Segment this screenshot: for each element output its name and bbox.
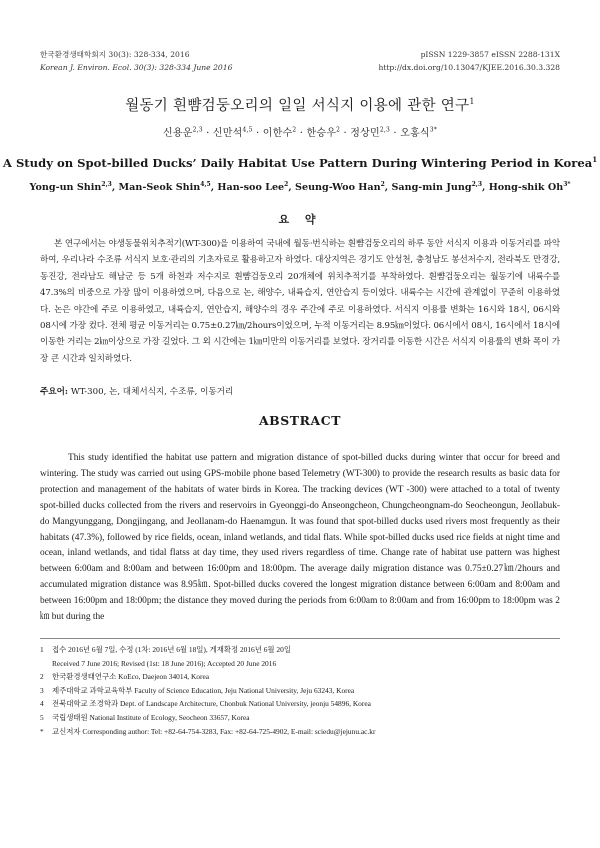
footnote-text: 전북대학교 조경학과 Dept. of Landscape Architecture, Chonbuk National University, jeonju 54896, Korea (52, 699, 371, 709)
journal-citation-ko: 한국환경생태학회지 30(3): 328-334, 2016 (40, 50, 190, 59)
en-author-name: Han-soo Lee (217, 182, 285, 193)
en-author (391, 182, 482, 193)
ko-author-affiliation: 2 (336, 126, 341, 134)
footnote-mark: 4 (40, 699, 44, 709)
ko-author-name: 신용운 (162, 128, 193, 139)
footnote-mark: * (40, 726, 44, 736)
yoyak-body: 본 연구에서는 야생동물위치추적기(WT-300)을 이용하여 국내에 월동·번식하는 흰뺨검둥오리의 하루 동안 서식지 이용과 이동거리를 파악하여, 우리나라 수조류 서식지 보호·관리의 기초자료로 활용하고자 하였다. 대상지역은 경기도 안성천, 충청남도 봉선저수지, 전라북도 만경강, 동진강, 전라남도 해남군 등 5개 하천과 저수지로 흰뺨검둥오리 20개체에 위치추적기를 부착하였다. 흰뺨검둥오리는 월동기에 내륙수를 47.3%의 비중으로 가장 많이 이용하였으며, 다음으로 논, 해양수, 내륙습지, 연안습지 등이었다. 내륙수는 시간에 관계없이 꾸준히 이용하였다. 논은 야간에 주로 이용하였고, 내륙습지, 연안습지, 해양수의 경우 주간에 주로 이용하였다. 서식지 이용률 변화는 16시와 18시, 06시와 08시에 가장 컸다. 전체 평균 이동거리는 0.75±0.27㎞/2hours이었으며, 누적 이동거리는 8.95㎞이었다. 06시에서 08시, 16시에서 18시에 이동한 거리는 2㎞이상으로 가장 길었다. 그 외 시간에는 1㎞미만의 이동거리를 보였다. 장거리를 이동한 시간은 서식지 이용률의 변화 폭이 가장 큰 시간과 일치하였다. (40, 239, 560, 364)
footnote-item (40, 643, 570, 657)
ko-author-affiliation: 3* (429, 126, 437, 134)
abstract-heading: ABSTRACT (258, 413, 342, 428)
footnote-item (40, 670, 570, 684)
footnote-text: 국립생태원 National Institute of Ecology, Seocheon 33657, Korea (52, 712, 250, 722)
authors-korean: 신용운$^{2,3}$ · 신만석$^{4,5}$ · 이한수$^2$ · 한승우$^2$ · 정상민$^{2,3}$ · 오홍식$^{3*}$ (162, 126, 437, 139)
ko-author (350, 128, 390, 139)
footnote-mark: 2 (40, 672, 44, 682)
title-english-sup: 1 (592, 155, 598, 165)
en-author-affiliation: 2,3 (101, 180, 112, 188)
abstract-body: This study identified the habitat use pattern and migration distance of spot-billed ducks during winter that occur for breed and wintering. The study was carried out using GPS-mobile phone based Telemetry (WT-300) to provide the research results as basic data for protection and management of the habitats of water birds in Korea. The tracking devices (WT -300) were attached to a total of twenty spot-billed ducks collected from the rivers and reservoirs in Gyeonggi-do Anseongcheon, Chungcheongnam-do Seocheongun, Jeollabuk-do Mangyunggang, Dongjingang, and Jeollanam-do Haenamgun. It was found that spot-billed ducks used rivers most frequently as their habitats (47.3%), followed by rice fields, ocean, inland wetlands, and tidal flats. While spot-billed ducks used rice fields at night time and ocean, inland wetlands, and tidal flatss at day time, they used rivers regardless of time. Change rate of habitat use pattern was highest between 6:00am and 8:00am and between 16:00pm and 18:00pm. The average daily migration distance was 0.75±0.27㎞/2hours and accumulated migration distance was 8.95㎞. Spot-billed ducks covered the longest migration distance between 6:00am and 8:00am and between 16:00pm and 18:00pm; the distance they moved during the periods from 6:00am to 8:00am and from 16:00pm to 18:00pm was 2㎞ but during the (40, 453, 560, 623)
ko-author-name: 한승우 (306, 128, 337, 139)
ko-author-name: 정상민 (350, 128, 380, 139)
keywords-label: 주요어: (40, 387, 69, 397)
title-english (0, 156, 600, 170)
title-korean-text: 월동기 흰뺨검둥오리의 일일 서식지 이용에 관한 연구 (125, 98, 470, 114)
footnote-text: 한국환경생태연구소 KoEco, Daejeon 34014, Korea (52, 672, 210, 682)
ko-author (213, 128, 253, 139)
ko-author-name: 오홍식 (400, 128, 430, 139)
ko-author-affiliation: 2,3 (379, 126, 391, 134)
en-author-affiliation: 2 (284, 180, 289, 188)
footnote-mark: 3 (40, 685, 44, 695)
footnote-mark: 5 (40, 712, 44, 722)
en-author (489, 182, 571, 193)
ko-author-affiliation: 4,5 (242, 126, 253, 134)
journal-citation-en: Korean J. Environ. Ecol. 30(3): 328-334 June 2016 (40, 63, 233, 72)
ko-author (163, 128, 203, 139)
issn: pISSN 1229-3857 eISSN 2288-131X (420, 50, 560, 59)
footnote-text: 교신저자 Corresponding author: Tel: +82-64-754-3283, Fax: +82-64-725-4902, E-mail: sciedu@jejunu.ac.kr (52, 726, 376, 736)
ko-author (307, 128, 341, 139)
en-author-affiliation: 4,5 (200, 180, 211, 188)
ko-author-name: 이한수 (262, 128, 293, 139)
footnote-mark: 1 (40, 645, 44, 654)
footnote-item (40, 684, 570, 698)
en-author-name: Yong-un Shin (29, 182, 102, 193)
en-author (217, 182, 288, 193)
keywords-list: WT-300, 논, 대체서식지, 수조류, 이동거리 (70, 387, 234, 397)
en-author (295, 182, 385, 193)
en-author-name: Hong-shik Oh (488, 182, 564, 193)
issn-doi (378, 48, 560, 74)
footnote-continuation: Received 7 June 2016; Revised (1st: 18 June 2016); Accepted 20 June 2016 (52, 658, 277, 668)
en-author (30, 182, 112, 193)
footnote-item (40, 697, 570, 711)
footnote-item (40, 725, 570, 739)
footnotes (40, 643, 570, 738)
en-author-name: Man-Seok Shin (118, 182, 201, 193)
footnote-item (40, 711, 570, 725)
ko-author (400, 128, 437, 139)
authors-english: Yong-un Shin$^{2,3}$, Man-Seok Shin$^{4,5}$, Han-soo Lee$^2$, Seung-Woo Han$^2$, Sang-min Jung$^{2,3}$, Hong-shik $Oh^{3*}$ (29, 180, 571, 193)
ko-author (263, 128, 297, 139)
en-author-name: Seung-Woo Han (295, 182, 381, 193)
title-korean (0, 94, 600, 115)
footnote-text: 접수 2016년 6월 7일, 수정 (1차: 2016년 6월 18일), 게재확정 2016년 6월 20일 (52, 645, 291, 654)
ko-author-affiliation: 2 (292, 126, 297, 134)
en-author-affiliation: 2,3 (471, 180, 483, 188)
en-author-name: Sang-min Jung (391, 182, 472, 193)
yoyak-heading: 요 약 (278, 213, 322, 226)
ko-author-affiliation: 2,3 (192, 126, 203, 134)
doi-link[interactable]: http://dx.doi.org/10.13047/KJEE.2016.30.3.328 (378, 63, 560, 72)
en-author (119, 182, 211, 193)
keywords-line (40, 385, 233, 397)
en-author-affiliation: 3* (563, 180, 571, 188)
en-author-affiliation: 2 (380, 180, 385, 188)
journal-citation (40, 48, 232, 74)
footnote-divider (40, 638, 560, 639)
title-english-text: A Study on Spot-billed Ducks’ Daily Habitat Use Pattern During Wintering Period in Korea (2, 156, 593, 170)
footnote-text: 제주대학교 과학교육학부 Faculty of Science Education, Jeju National University, Jeju 63243, Korea (52, 685, 355, 695)
ko-author-name: 신만석 (212, 128, 243, 139)
title-korean-sup: 1 (469, 97, 475, 107)
